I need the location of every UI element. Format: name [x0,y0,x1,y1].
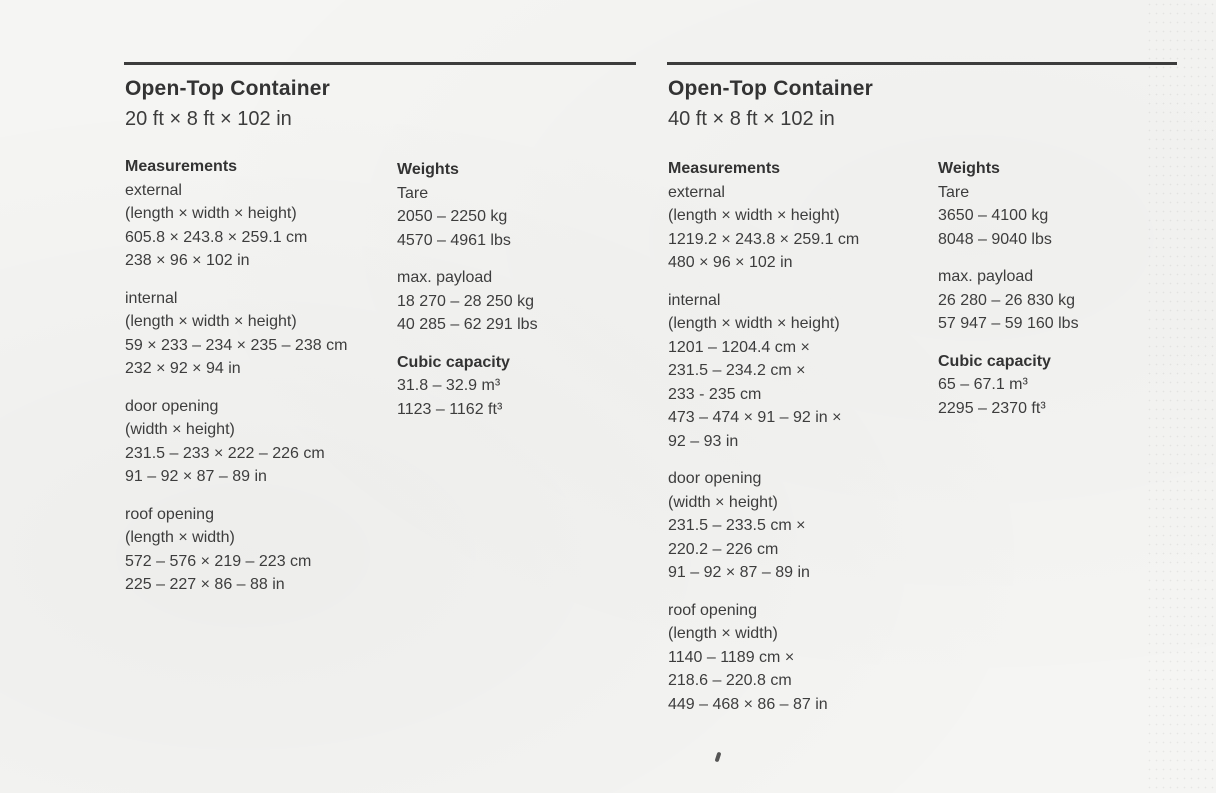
internal-in-line1: 473 – 474 × 91 – 92 in × [668,409,842,426]
tare-kg: 2050 – 2250 kg [397,208,508,225]
spec-title: Open-Top Container [125,77,331,100]
spec-subtitle: 40 ft × 8 ft × 102 in [668,108,835,130]
roof-label: roof opening [668,601,757,619]
door-cm-line1: 231.5 – 233.5 cm × [668,517,806,534]
top-rule [667,62,1177,65]
door-dims-label: (width × height) [125,421,235,438]
capacity-heading: Cubic capacity [938,352,1051,370]
tare-label: Tare [397,184,429,202]
internal-cm-line1: 1201 – 1204.4 cm × [668,338,810,356]
roof-dims-label: (length × width) [125,529,235,546]
weights-heading: Weights [397,161,459,178]
internal-cm-line3: 233 - 235 cm [668,385,762,403]
external-in: 480 × 96 × 102 in [668,254,793,271]
internal-cm: 59 × 233 – 234 × 235 – 238 cm [125,336,348,354]
ink-mark [715,752,722,763]
external-label: external [668,183,725,201]
payload-kg: 26 280 – 26 830 kg [938,291,1076,309]
roof-cm-line1: 1140 – 1189 cm × [668,648,795,666]
payload-kg: 18 270 – 28 250 kg [397,292,535,310]
payload-label: max. payload [397,269,493,286]
roof-in: 225 – 227 × 86 – 88 in [125,576,285,593]
internal-dims-label: (length × width × height) [125,313,297,330]
door-cm: 231.5 – 233 × 222 – 226 cm [125,444,325,462]
capacity-m3: 65 – 67.1 m³ [938,376,1028,393]
measurements-column [668,157,859,716]
roof-cm: 572 – 576 × 219 – 223 cm [125,552,312,570]
roof-dims-label: (length × width) [668,625,778,642]
roof-label: roof opening [125,505,214,523]
measurements-heading: Measurements [125,158,238,175]
door-in: 91 – 92 × 87 – 89 in [125,468,267,485]
roof-cm-line2: 218.6 – 220.8 cm [668,672,792,689]
scan-speckle-edge [1146,0,1216,793]
external-dims-label: (length × width × height) [668,207,840,224]
tare-label: Tare [938,183,970,201]
internal-cm-line2: 231.5 – 234.2 cm × [668,362,806,379]
internal-in-line2: 92 – 93 in [668,432,739,450]
capacity-ft3: 2295 – 2370 ft³ [938,399,1046,417]
roof-in: 449 – 468 × 86 – 87 in [668,695,828,713]
spec-subtitle: 20 ft × 8 ft × 102 in [125,108,292,130]
payload-label: max. payload [938,268,1034,285]
capacity-ft3: 1123 – 1162 ft³ [397,400,503,418]
door-dims-label: (width × height) [668,493,778,511]
payload-lbs: 57 947 – 59 160 lbs [938,315,1079,332]
internal-label: internal [125,289,178,307]
capacity-heading: Cubic capacity [397,353,510,371]
door-label: door opening [125,397,219,415]
external-cm: 605.8 × 243.8 × 259.1 cm [125,228,308,246]
weights-column [397,158,538,421]
weights-heading: Weights [938,160,1000,177]
door-in: 91 – 92 × 87 – 89 in [668,564,810,581]
internal-label: internal [668,291,721,309]
door-label: door opening [668,470,762,487]
top-rule [124,62,636,65]
internal-dims-label: (length × width × height) [668,315,840,332]
external-label: external [125,181,182,199]
tare-lbs: 4570 – 4961 lbs [397,231,511,249]
payload-lbs: 40 285 – 62 291 lbs [397,316,538,333]
measurements-heading: Measurements [668,160,781,177]
weights-column [938,157,1079,420]
measurements-column [125,155,347,597]
internal-in: 232 × 92 × 94 in [125,360,241,377]
tare-lbs: 8048 – 9040 lbs [938,230,1052,248]
door-cm-line2: 220.2 – 226 cm [668,540,779,558]
spec-title: Open-Top Container [668,77,874,100]
external-dims-label: (length × width × height) [125,205,297,222]
external-cm: 1219.2 × 243.8 × 259.1 cm [668,230,860,248]
capacity-m3: 31.8 – 32.9 m³ [397,377,501,394]
external-in: 238 × 96 × 102 in [125,252,250,269]
tare-kg: 3650 – 4100 kg [938,207,1049,224]
